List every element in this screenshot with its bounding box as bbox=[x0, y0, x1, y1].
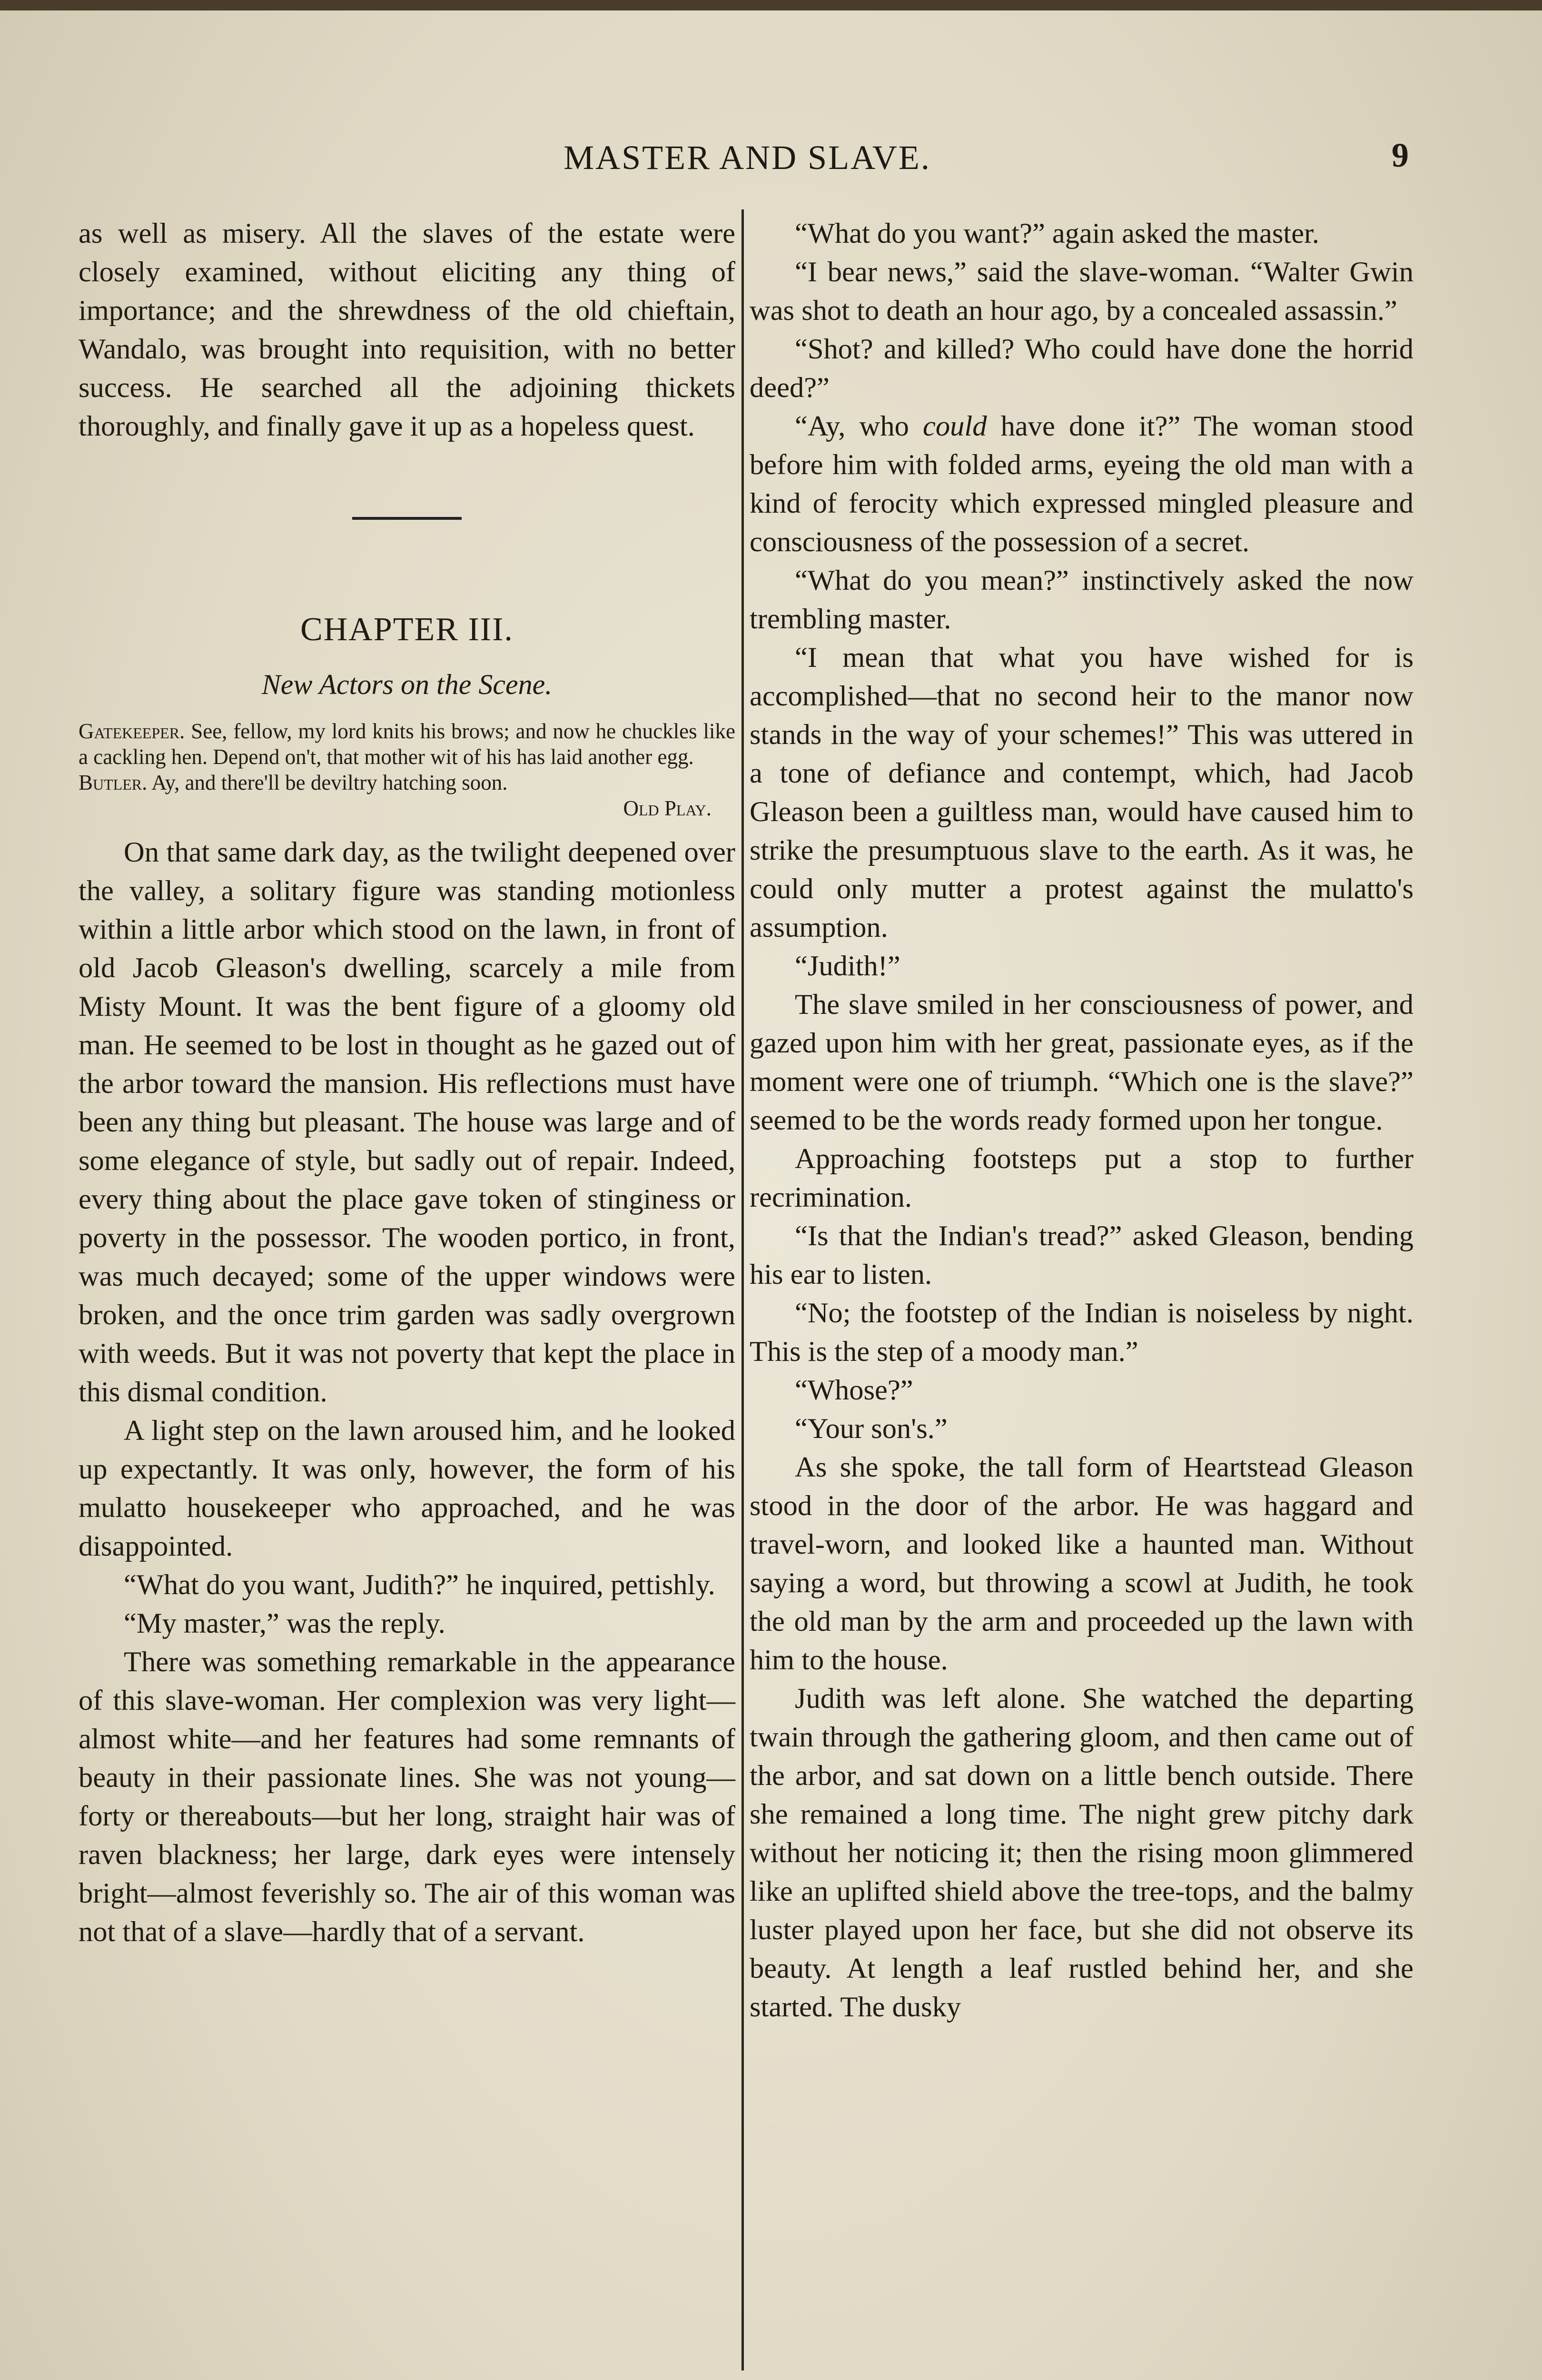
text-run: have done it?” The woman stood before him with folded arms, eyeing the old man with a kind of ferocity which expressed mingled pleasure and consciousness of the possession of a secret. bbox=[750, 410, 1414, 558]
epigraph-text: Ay, and there'll be deviltry hatching soon. bbox=[147, 771, 508, 794]
paragraph: “Shot? and killed? Who could have done the horrid deed?” bbox=[750, 333, 1414, 404]
paragraph: “What do you want?” again asked the master. bbox=[795, 218, 1320, 249]
epigraph-source: Old Play. bbox=[623, 796, 712, 820]
epigraph-line bbox=[79, 770, 735, 795]
paragraph: The slave smiled in her consciousness of power, and gazed upon him with her great, passionate eyes, as if the moment were one of triumph. “Which one is the slave?” seemed to be the words ready formed upon her tongue. bbox=[750, 989, 1414, 1136]
chapter-subtitle: New Actors on the Scene. bbox=[261, 669, 553, 700]
epigraph-line bbox=[79, 718, 735, 770]
paragraph: Judith was left alone. She watched the departing twain through the gathering gloom, and then came out of the arbor, and sat down on a little bench outside. There she remained a long time. The night grew pitchy dark without her noticing it; then the rising moon glimmered like an uplifted shield above the tree-tops, and the balmy luster played upon her face, but she did not observe its beauty. At length a leaf rustled behind her, and she started. The dusky bbox=[750, 1683, 1414, 2023]
paragraph: “Is that the Indian's tread?” asked Gleason, bending his ear to listen. bbox=[750, 1220, 1414, 1290]
paragraph: Approaching footsteps put a stop to further recrimination. bbox=[750, 1143, 1414, 1213]
paragraph: “My master,” was the reply. bbox=[124, 1607, 445, 1639]
left-column bbox=[79, 214, 735, 1951]
text-run: “Ay, who bbox=[795, 410, 923, 442]
paragraph: “I bear news,” said the slave-woman. “Walter Gwin was shot to death an hour ago, by a concealed assassin.” bbox=[750, 256, 1414, 327]
chapter-title: CHAPTER III. bbox=[300, 611, 514, 648]
paragraph: As she spoke, the tall form of Heartstead Gleason stood in the door of the arbor. He was haggard and travel-worn, and looked like a haunted man. Without saying a word, but throwing a scowl at Judith, he took the old man by the arm and proceeded up the lawn with him to the house. bbox=[750, 1451, 1414, 1676]
paragraph: “What do you want, Judith?” he inquired, pettishly. bbox=[124, 1569, 715, 1601]
column-divider bbox=[741, 209, 744, 2370]
page-number: 9 bbox=[1392, 136, 1409, 174]
paragraph: “Your son's.” bbox=[795, 1413, 948, 1445]
paragraph bbox=[750, 407, 1414, 561]
running-header: MASTER AND SLAVE. bbox=[563, 139, 931, 177]
paragraph: “Judith!” bbox=[795, 950, 900, 982]
epigraph-speaker: Gatekeeper. bbox=[79, 719, 185, 743]
section-rule bbox=[352, 517, 462, 520]
paragraph: as well as misery. All the slaves of the estate were closely examined, without eliciting any thing of importance; and the shrewdness of the old chieftain, Wandalo, was brought into requisition, with no better success. He searched all the adjoining thickets thoroughly, and finally gave it up as a hopeless quest. bbox=[79, 218, 735, 442]
paragraph: On that same dark day, as the twilight deepened over the valley, a solitary figure was standing motionless within a little arbor which stood on the lawn, in front of old Jacob Gleason's dwelling, scarcely a mile from Misty Mount. It was the bent figure of a gloomy old man. He seemed to be lost in thought as he gazed out of the arbor toward the mansion. His reflections must have been any thing but pleasant. The house was large and of some elegance of style, but sadly out of repair. Indeed, every thing about the place gave token of stinginess or poverty in the possessor. The wooden portico, in front, was much decayed; some of the upper windows were broken, and the once trim garden was sadly overgrown with weeds. But it was not poverty that kept the place in this dismal condition. bbox=[79, 836, 735, 1408]
page-top-edge bbox=[0, 0, 1542, 10]
paragraph: “Whose?” bbox=[795, 1374, 913, 1406]
paragraph: “What do you mean?” instinctively asked the now trembling master. bbox=[750, 565, 1414, 635]
emphasis: could bbox=[923, 410, 987, 442]
paragraph: “I mean that what you have wished for is accomplished—that no second heir to the manor now stands in the way of your schemes!” This was uttered in a tone of defiance and contempt, which, had Jacob Gleason been a guiltless man, would have caused him to strike the presumptuous slave to the earth. As it was, he could only mutter a protest against the mulatto's assumption. bbox=[750, 642, 1414, 943]
epigraph-text: See, fellow, my lord knits his brows; and now he chuckles like a cackling hen. Depend on't, that mother wit of his has laid another egg. bbox=[79, 719, 735, 769]
epigraph-speaker: Butler. bbox=[79, 771, 148, 794]
paragraph: A light step on the lawn aroused him, and he looked up expectantly. It was only, however, the form of his mulatto housekeeper who approached, and he was disappointed. bbox=[79, 1415, 735, 1562]
paragraph: “No; the footstep of the Indian is noiseless by night. This is the step of a moody man.” bbox=[750, 1297, 1414, 1368]
right-column bbox=[750, 214, 1414, 2026]
paragraph: There was something remarkable in the appearance of this slave-woman. Her complexion was very light—almost white—and her features had some remnants of beauty in their passionate lines. She was not young—forty or thereabouts—but her long, straight hair was of raven blackness; her large, dark eyes were intensely bright—almost feverishly so. The air of this woman was not that of a slave—hardly that of a servant. bbox=[79, 1646, 735, 1948]
